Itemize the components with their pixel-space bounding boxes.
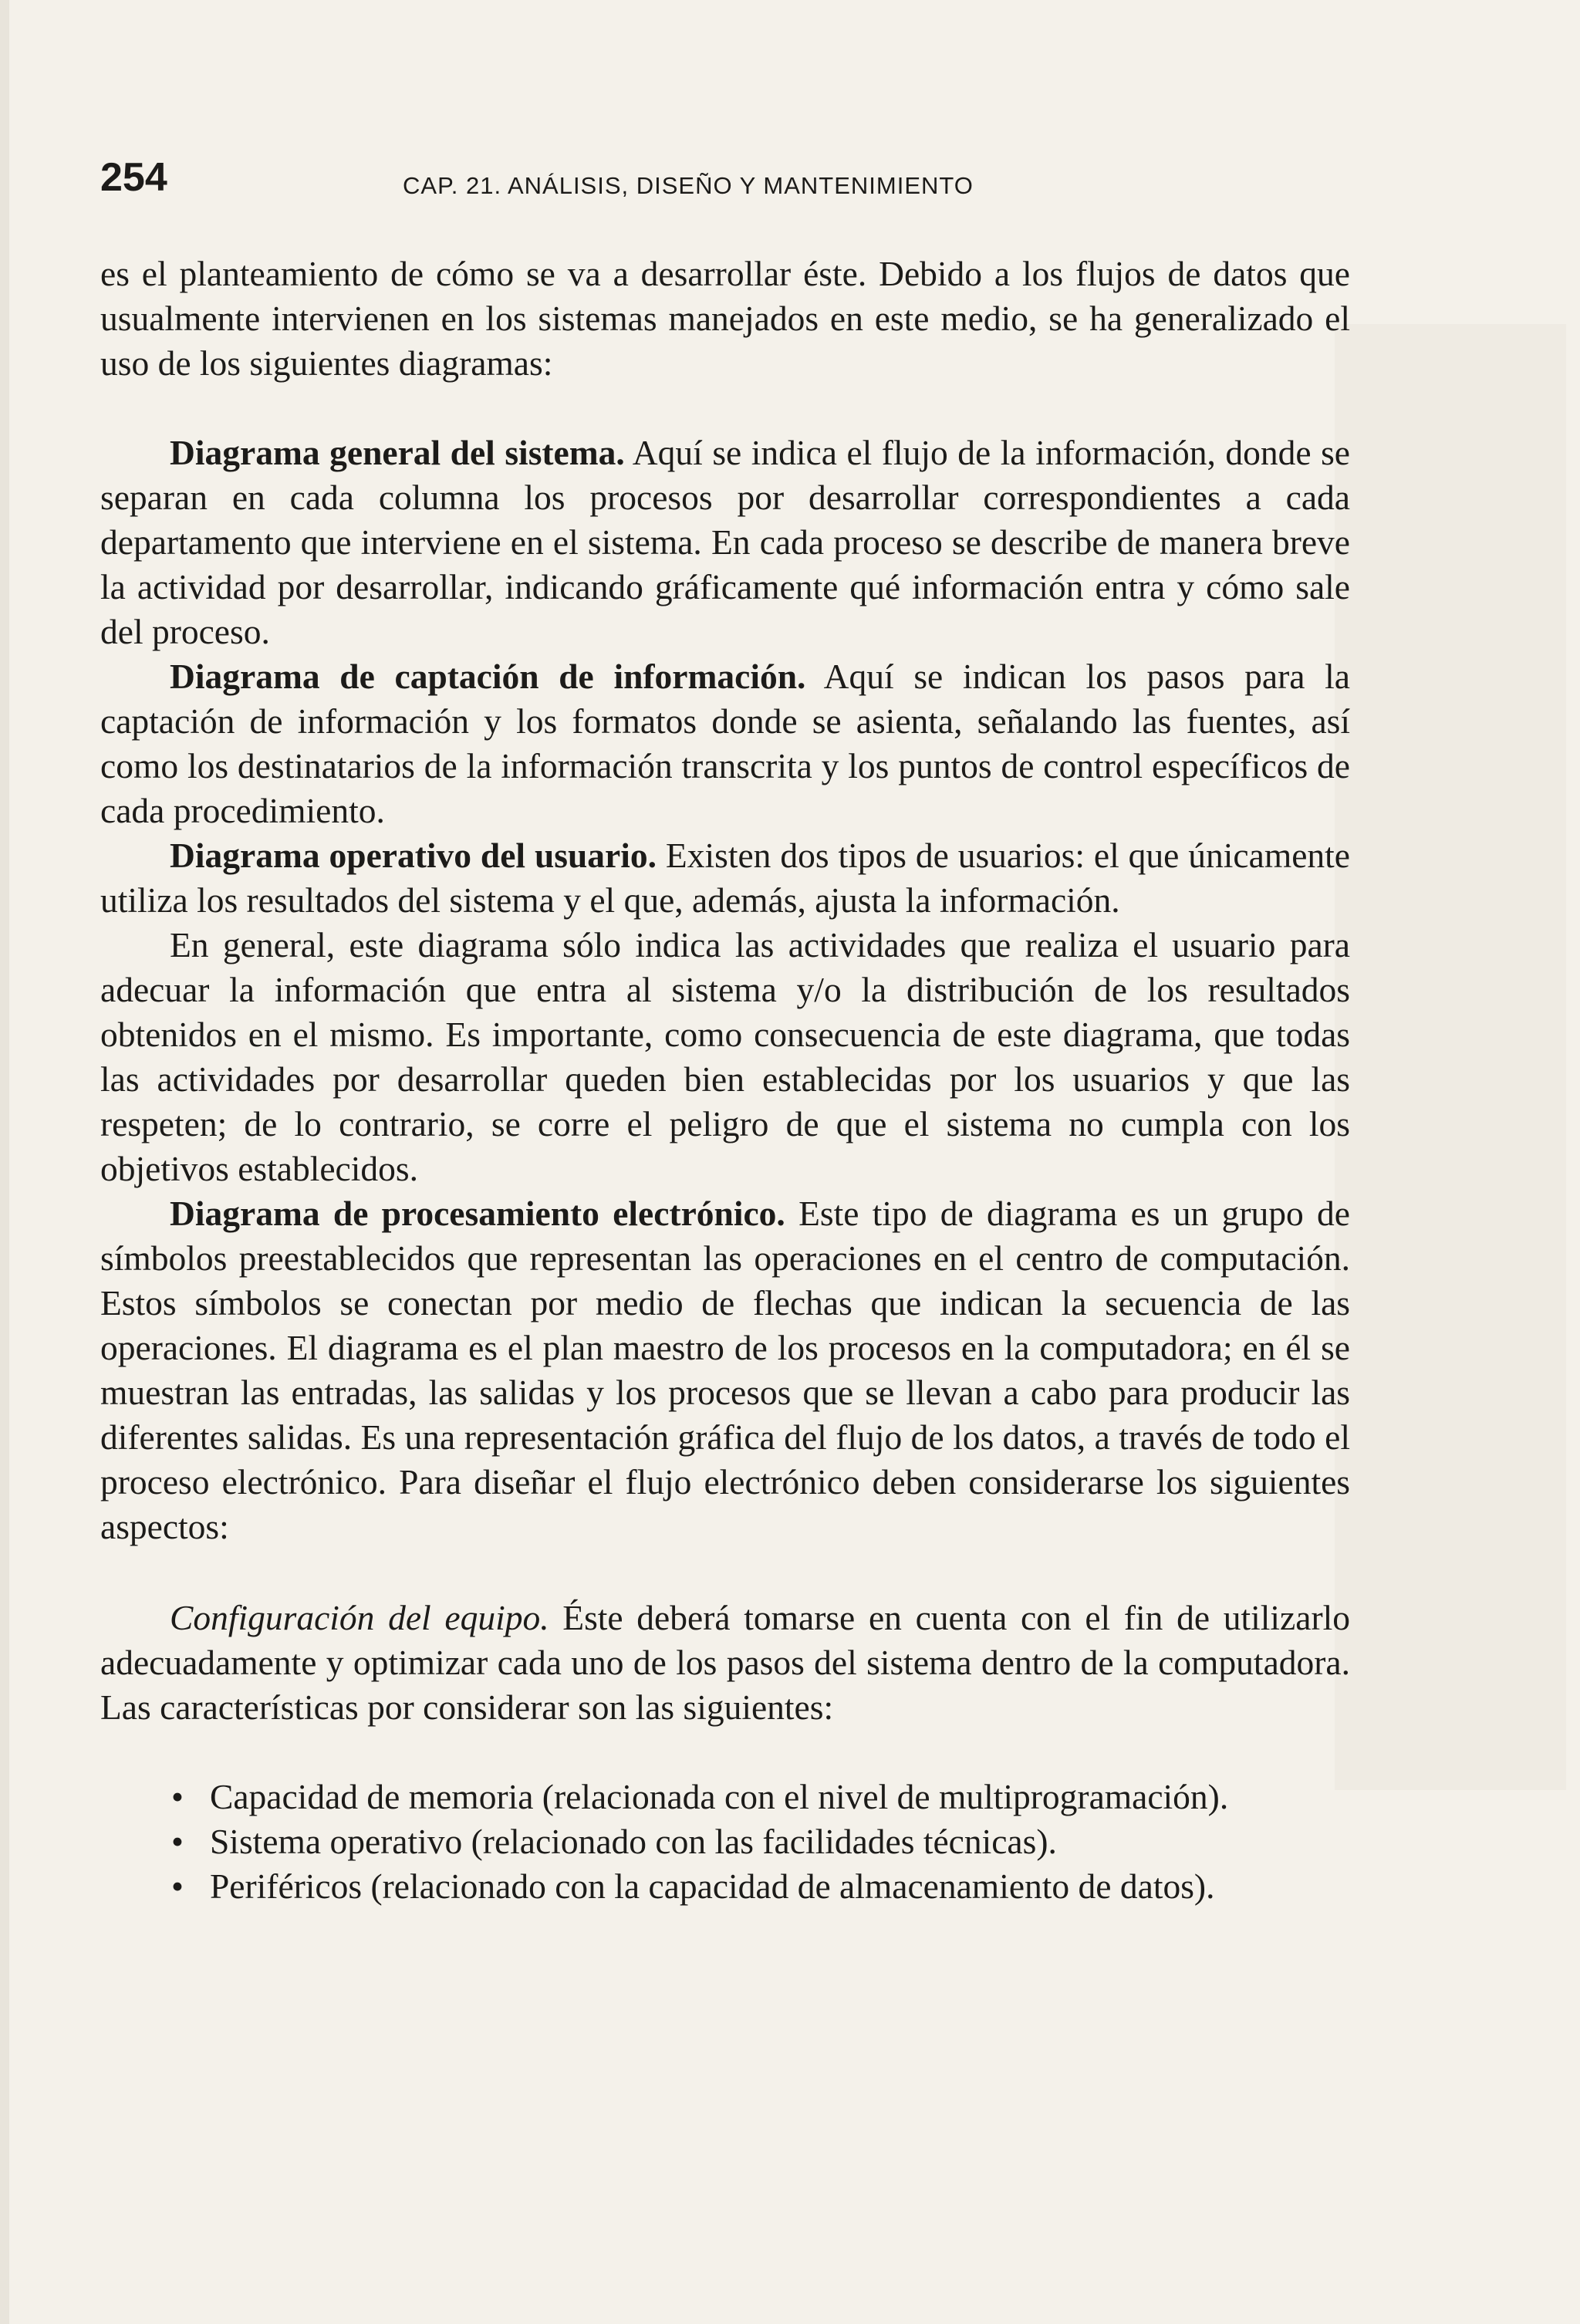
paragraph-diagrama-captacion [100, 654, 1350, 833]
term-diagrama-procesamiento: Diagrama de procesamiento electrónico. [170, 1194, 785, 1233]
list-item-text: Periféricos (relacionado con la capacidad de almacenamiento de datos). [210, 1866, 1215, 1906]
paragraph-diagrama-procesamiento [100, 1191, 1350, 1549]
paragraph-configuracion-equipo [100, 1596, 1350, 1730]
list-item [100, 1864, 1350, 1909]
running-head: CAP. 21. ANÁLISIS, DISEÑO Y MANTENIMIENTO [403, 172, 974, 199]
body-text [100, 252, 1350, 1909]
paragraph-text: Aquí se indica el flujo de la información, donde se separan en cada columna los procesos por desarrollar correspondientes a cada departamento que interviene en el sistema. En cada proceso se describe de manera breve la actividad por desarrollar, indicando gráficamente qué información entra y cómo sale del proceso. [100, 433, 1350, 651]
term-diagrama-operativo: Diagrama operativo del usuario. [170, 836, 657, 875]
bullet-icon: • [171, 1822, 184, 1861]
list-item [100, 1819, 1350, 1864]
paragraph-text: Éste deberá tomarse en cuenta con el fin de utilizarlo adecuadamente y optimizar cada uno de los pasos del sistema dentro de la computadora. Las características por considerar son las siguientes: [100, 1598, 1350, 1727]
paragraph-en-general: En general, este diagrama sólo indica las actividades que realiza el usuario para adecuar la información que entra al sistema y/o la distribución de los resultados obtenidos en el mismo. Es importante, como consecuencia de este diagrama, que todas las actividades por desarrollar queden bien establecidas por los usuarios y que las respeten; de lo contrario, se corre el peligro de que el sistema no cumpla con los objetivos establecidos. [100, 925, 1350, 1188]
list-item-text: Capacidad de memoria (relacionada con el nivel de multiprogramación). [210, 1777, 1229, 1816]
page-number: 254 [100, 155, 167, 200]
page-header [100, 154, 1350, 216]
paragraph-text: Este tipo de diagrama es un grupo de símbolos preestablecidos que representan las operaciones en el centro de computación. Estos símbolos se conectan por medio de flechas que indican la secuencia de las operaciones. El diagrama es el plan maestro de los procesos en la computadora; en él se muestran las entradas, las salidas y los procesos que se llevan a cabo para producir las diferentes salidas. Es una representación gráfica del flujo de los datos, a través de todo el proceso electrónico. Para diseñar el flujo electrónico deben considerarse los siguientes aspectos: [100, 1194, 1350, 1546]
term-configuracion-equipo: Configuración del equipo. [170, 1598, 549, 1637]
paragraph-diagrama-general [100, 431, 1350, 654]
bullet-icon: • [171, 1866, 184, 1906]
paragraph-text: Aquí se indican los pasos para la captación de información y los formatos donde se asienta, señalando las fuentes, así como los destinatarios de la información transcrita y los puntos de control específicos de cada procedimiento. [100, 657, 1350, 830]
list-item-text: Sistema operativo (relacionado con las facilidades técnicas). [210, 1822, 1057, 1861]
term-diagrama-general: Diagrama general del sistema. [170, 433, 625, 472]
paragraph-intro: es el planteamiento de cómo se va a desarrollar éste. Debido a los flujos de datos que usualmente intervienen en los sistemas manejados en este medio, se ha generalizado el uso de los siguientes diagramas: [100, 254, 1350, 383]
bullet-icon: • [171, 1777, 184, 1816]
list-item [100, 1775, 1350, 1819]
paragraph-text: Existen dos tipos de usuarios: el que únicamente utiliza los resultados del sistema y el que, además, ajusta la información. [100, 836, 1350, 920]
paragraph-diagrama-operativo [100, 833, 1350, 923]
term-diagrama-captacion: Diagrama de captación de información. [170, 657, 806, 696]
bullet-list [100, 1775, 1350, 1909]
